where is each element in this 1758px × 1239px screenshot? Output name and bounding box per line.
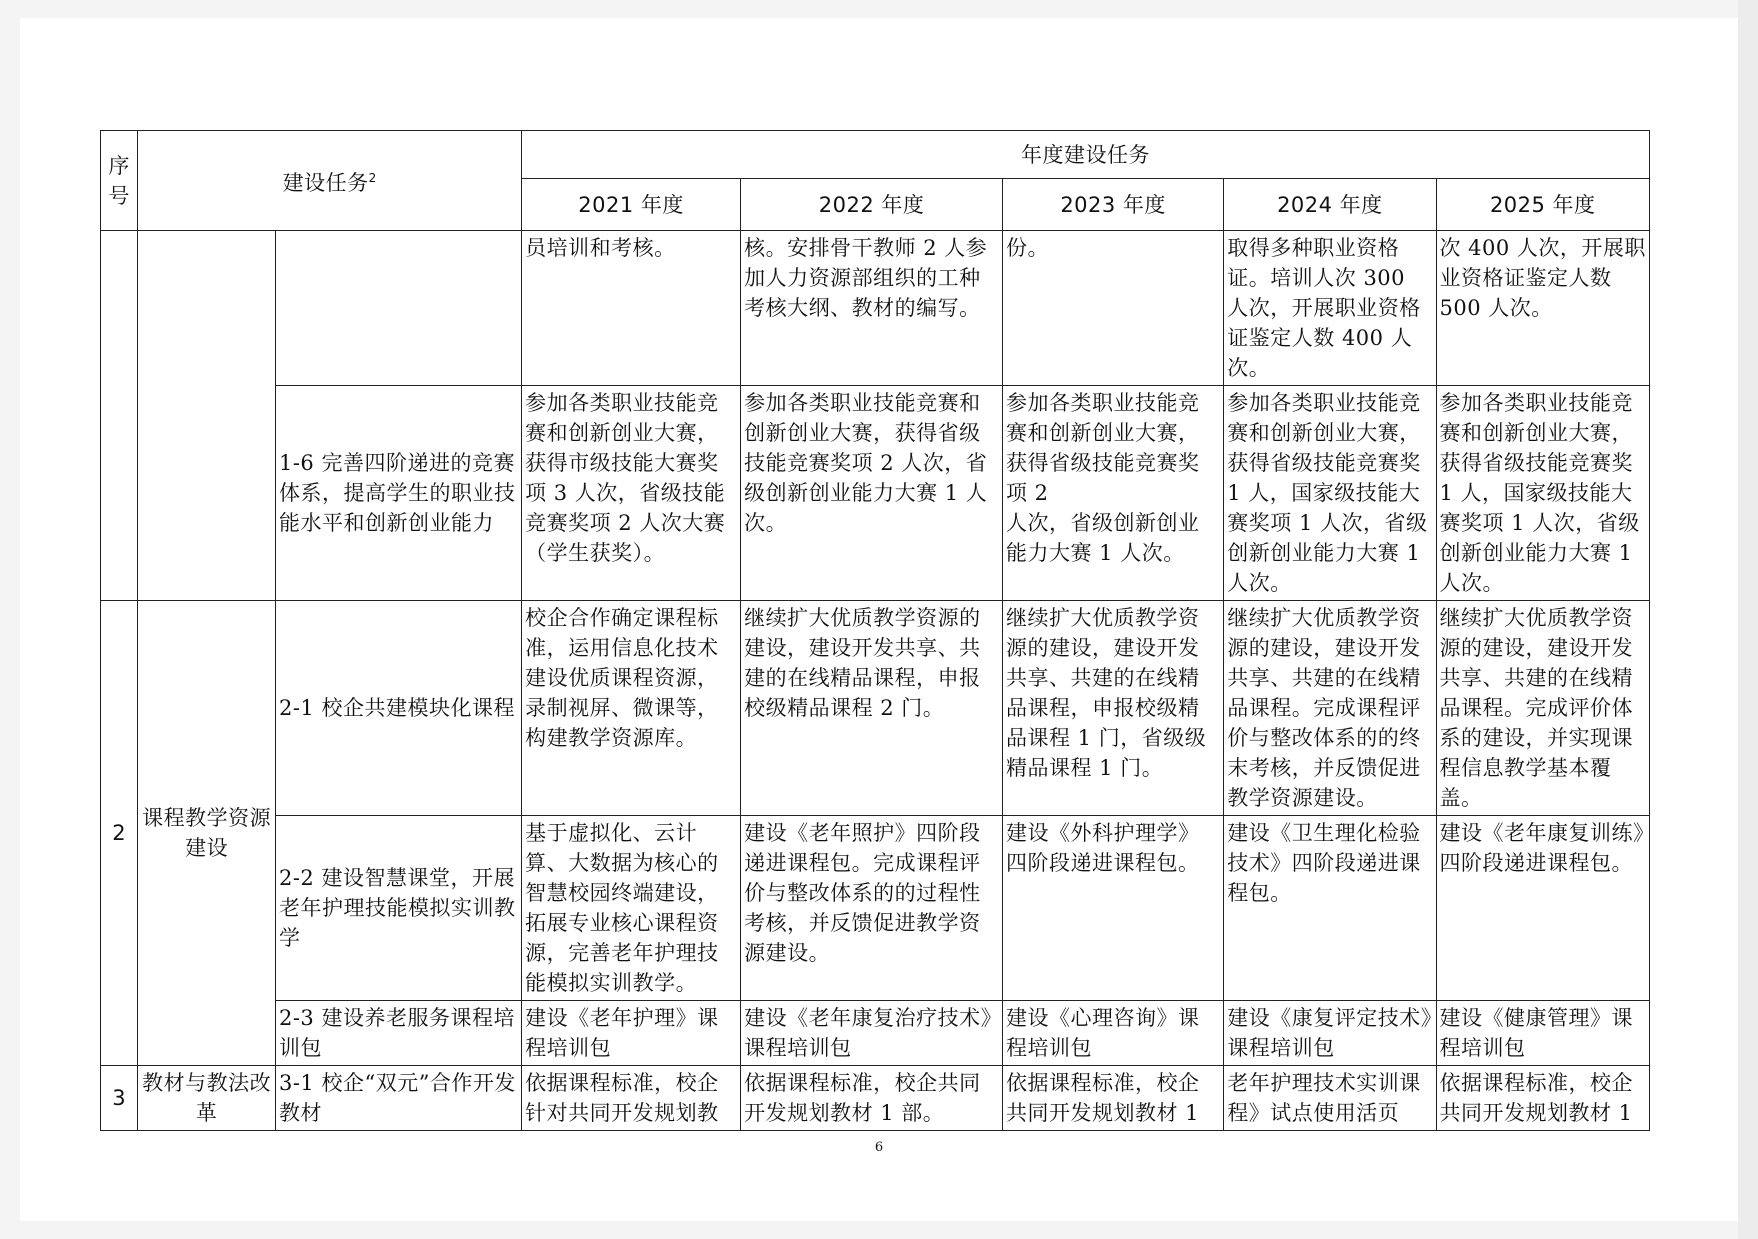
header-year-2021: 2021 年度: [522, 179, 741, 231]
task-cell: 课程教学资源建设: [138, 601, 276, 1066]
cell-2022: 参加各类职业技能竞赛和创新创业大赛，获得省级技能竞赛奖项 2 人次，省级创新创业能力大赛 1 人次。: [741, 386, 1003, 601]
scan-edge: [1738, 0, 1758, 1239]
cell-2025: 建设《健康管理》课程培训包: [1436, 1001, 1650, 1066]
cell-2024: 老年护理技术实训课程》试点使用活页: [1224, 1066, 1436, 1131]
cell-2021: 建设《老年护理》课程培训包: [522, 1001, 741, 1066]
table-row: [101, 601, 1650, 816]
table-row: [101, 231, 1650, 386]
cell-2021: 员培训和考核。: [522, 231, 741, 386]
cell-2025: 参加各类职业技能竞赛和创新创业大赛，获得省级技能竞赛奖 1 人，国家级技能大赛奖项 1 人次，省级创新创业能力大赛 1 人次。: [1436, 386, 1650, 601]
header-seq: 序 号: [101, 131, 138, 231]
table-row: [101, 816, 1650, 1001]
header-task: [138, 131, 522, 231]
cell-2023: 依据课程标准，校企共同开发规划教材 1: [1003, 1066, 1224, 1131]
cell-2025: 建设《老年康复训练》四阶段递进课程包。: [1436, 816, 1650, 1001]
header-task-footnote: 2: [368, 171, 377, 185]
subtask-cell: 3-1 校企“双元”合作开发教材: [275, 1066, 521, 1131]
task-cell: [138, 231, 276, 601]
cell-2024: 建设《康复评定技术》课程培训包: [1224, 1001, 1436, 1066]
cell-2021: 基于虚拟化、云计算、大数据为核心的智慧校园终端建设，拓展专业核心课程资源，完善老年护理技能模拟实训教学。: [522, 816, 741, 1001]
cell-2021: 依据课程标准，校企针对共同开发规划教: [522, 1066, 741, 1131]
subtask-cell: [275, 231, 521, 386]
cell-2024: 建设《卫生理化检验技术》四阶段递进课程包。: [1224, 816, 1436, 1001]
seq-cell: 2: [101, 601, 138, 1066]
cell-2022: 建设《老年康复治疗技术》课程培训包: [741, 1001, 1003, 1066]
cell-2025: 继续扩大优质教学资源的建设，建设开发共享、共建的在线精品课程。完成评价体系的建设，并实现课程信息教学基本覆盖。: [1436, 601, 1650, 816]
subtask-cell: 2-1 校企共建模块化课程: [275, 601, 521, 816]
seq-cell: 3: [101, 1066, 138, 1131]
table-row: [101, 1001, 1650, 1066]
header-year-2022: 2022 年度: [741, 179, 1003, 231]
cell-2023: 参加各类职业技能竞赛和创新创业大赛，获得省级技能竞赛奖项 2 人次，省级创新创业能力大赛 1 人次。: [1003, 386, 1224, 601]
cell-2024: 取得多种职业资格证。培训人次 300 人次，开展职业资格证鉴定人数 400 人次。: [1224, 231, 1436, 386]
subtask-cell: 2-2 建设智慧课堂，开展老年护理技能模拟实训教学: [275, 816, 521, 1001]
table-row: [101, 1066, 1650, 1131]
cell-2022: 继续扩大优质教学资源的建设，建设开发共享、共建的在线精品课程，申报校级精品课程 2 门。: [741, 601, 1003, 816]
header-year-2024: 2024 年度: [1224, 179, 1436, 231]
subtask-cell: 2-3 建设养老服务课程培训包: [275, 1001, 521, 1066]
cell-2022: 依据课程标准，校企共同开发规划教材 1 部。: [741, 1066, 1003, 1131]
cell-2023: 继续扩大优质教学资源的建设，建设开发共享、共建的在线精品课程，申报校级精品课程 1 门，省级级精品课程 1 门。: [1003, 601, 1224, 816]
cell-2023: 建设《心理咨询》课程培训包: [1003, 1001, 1224, 1066]
page-number: 6: [874, 1140, 884, 1155]
cell-2023: 份。: [1003, 231, 1224, 386]
task-cell: 教材与教法改革: [138, 1066, 276, 1131]
subtask-cell: 1-6 完善四阶递进的竞赛体系，提高学生的职业技能水平和创新创业能力: [275, 386, 521, 601]
header-year-2025: 2025 年度: [1436, 179, 1650, 231]
cell-2023: 建设《外科护理学》四阶段递进课程包。: [1003, 816, 1224, 1001]
cell-2021: 参加各类职业技能竞赛和创新创业大赛，获得市级技能大赛奖项 3 人次，省级技能竞赛奖项 2 人次大赛（学生获奖）。: [522, 386, 741, 601]
header-annual: 年度建设任务: [522, 131, 1650, 179]
cell-2021: 校企合作确定课程标准，运用信息化技术建设优质课程资源，录制视屏、微课等，构建教学资源库。: [522, 601, 741, 816]
cell-2025: 次 400 人次，开展职业资格证鉴定人数 500 人次。: [1436, 231, 1650, 386]
header-task-label: 建设任务: [282, 171, 369, 195]
cell-2022: 建设《老年照护》四阶段递进课程包。完成课程评价与整改体系的的过程性考核，并反馈促进教学资源建设。: [741, 816, 1003, 1001]
header-year-2023: 2023 年度: [1003, 179, 1224, 231]
seq-cell: [101, 231, 138, 601]
cell-2025: 依据课程标准，校企共同开发规划教材 1: [1436, 1066, 1650, 1131]
cell-2022: 核。安排骨干教师 2 人参加人力资源部组织的工种考核大纲、教材的编写。: [741, 231, 1003, 386]
cell-2024: 继续扩大优质教学资源的建设，建设开发共享、共建的在线精品课程。完成课程评价与整改体系的的终末考核，并反馈促进教学资源建设。: [1224, 601, 1436, 816]
cell-2024: 参加各类职业技能竞赛和创新创业大赛，获得省级技能竞赛奖 1 人，国家级技能大赛奖项 1 人次，省级创新创业能力大赛 1 人次。: [1224, 386, 1436, 601]
construction-task-table: [100, 130, 1650, 1131]
table-row: [101, 386, 1650, 601]
